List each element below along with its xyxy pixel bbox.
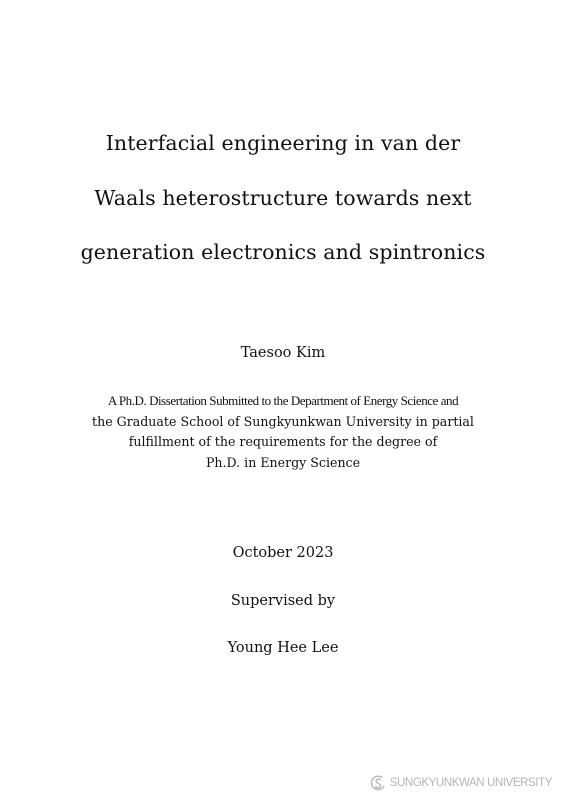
title-line-3: generation electronics and spintronics xyxy=(80,240,486,264)
submission-date: October 2023 xyxy=(232,545,334,561)
supervisor-name: Young Hee Lee xyxy=(227,640,339,656)
statement-line-2: the Graduate School of Sungkyunkwan University in partial xyxy=(92,413,474,429)
university-emblem-icon xyxy=(368,773,388,793)
dissertation-statement xyxy=(0,391,566,473)
title-line-2: Waals heterostructure towards next xyxy=(94,186,472,210)
supervised-by-label: Supervised by xyxy=(230,593,336,609)
author-name: Taesoo Kim xyxy=(240,345,326,361)
statement-line-1: A Ph.D. Dissertation Submitted to the Department of Energy Science and xyxy=(107,393,459,408)
statement-line-3: fulfillment of the requirements for the degree of xyxy=(128,434,438,449)
university-logo xyxy=(368,773,552,793)
statement-line-4: Ph.D. in Energy Science xyxy=(205,454,361,470)
university-logo-text: SUNGKYUNKWAN UNIVERSITY xyxy=(389,777,552,789)
title-line-1: Interfacial engineering in van der xyxy=(105,131,461,155)
